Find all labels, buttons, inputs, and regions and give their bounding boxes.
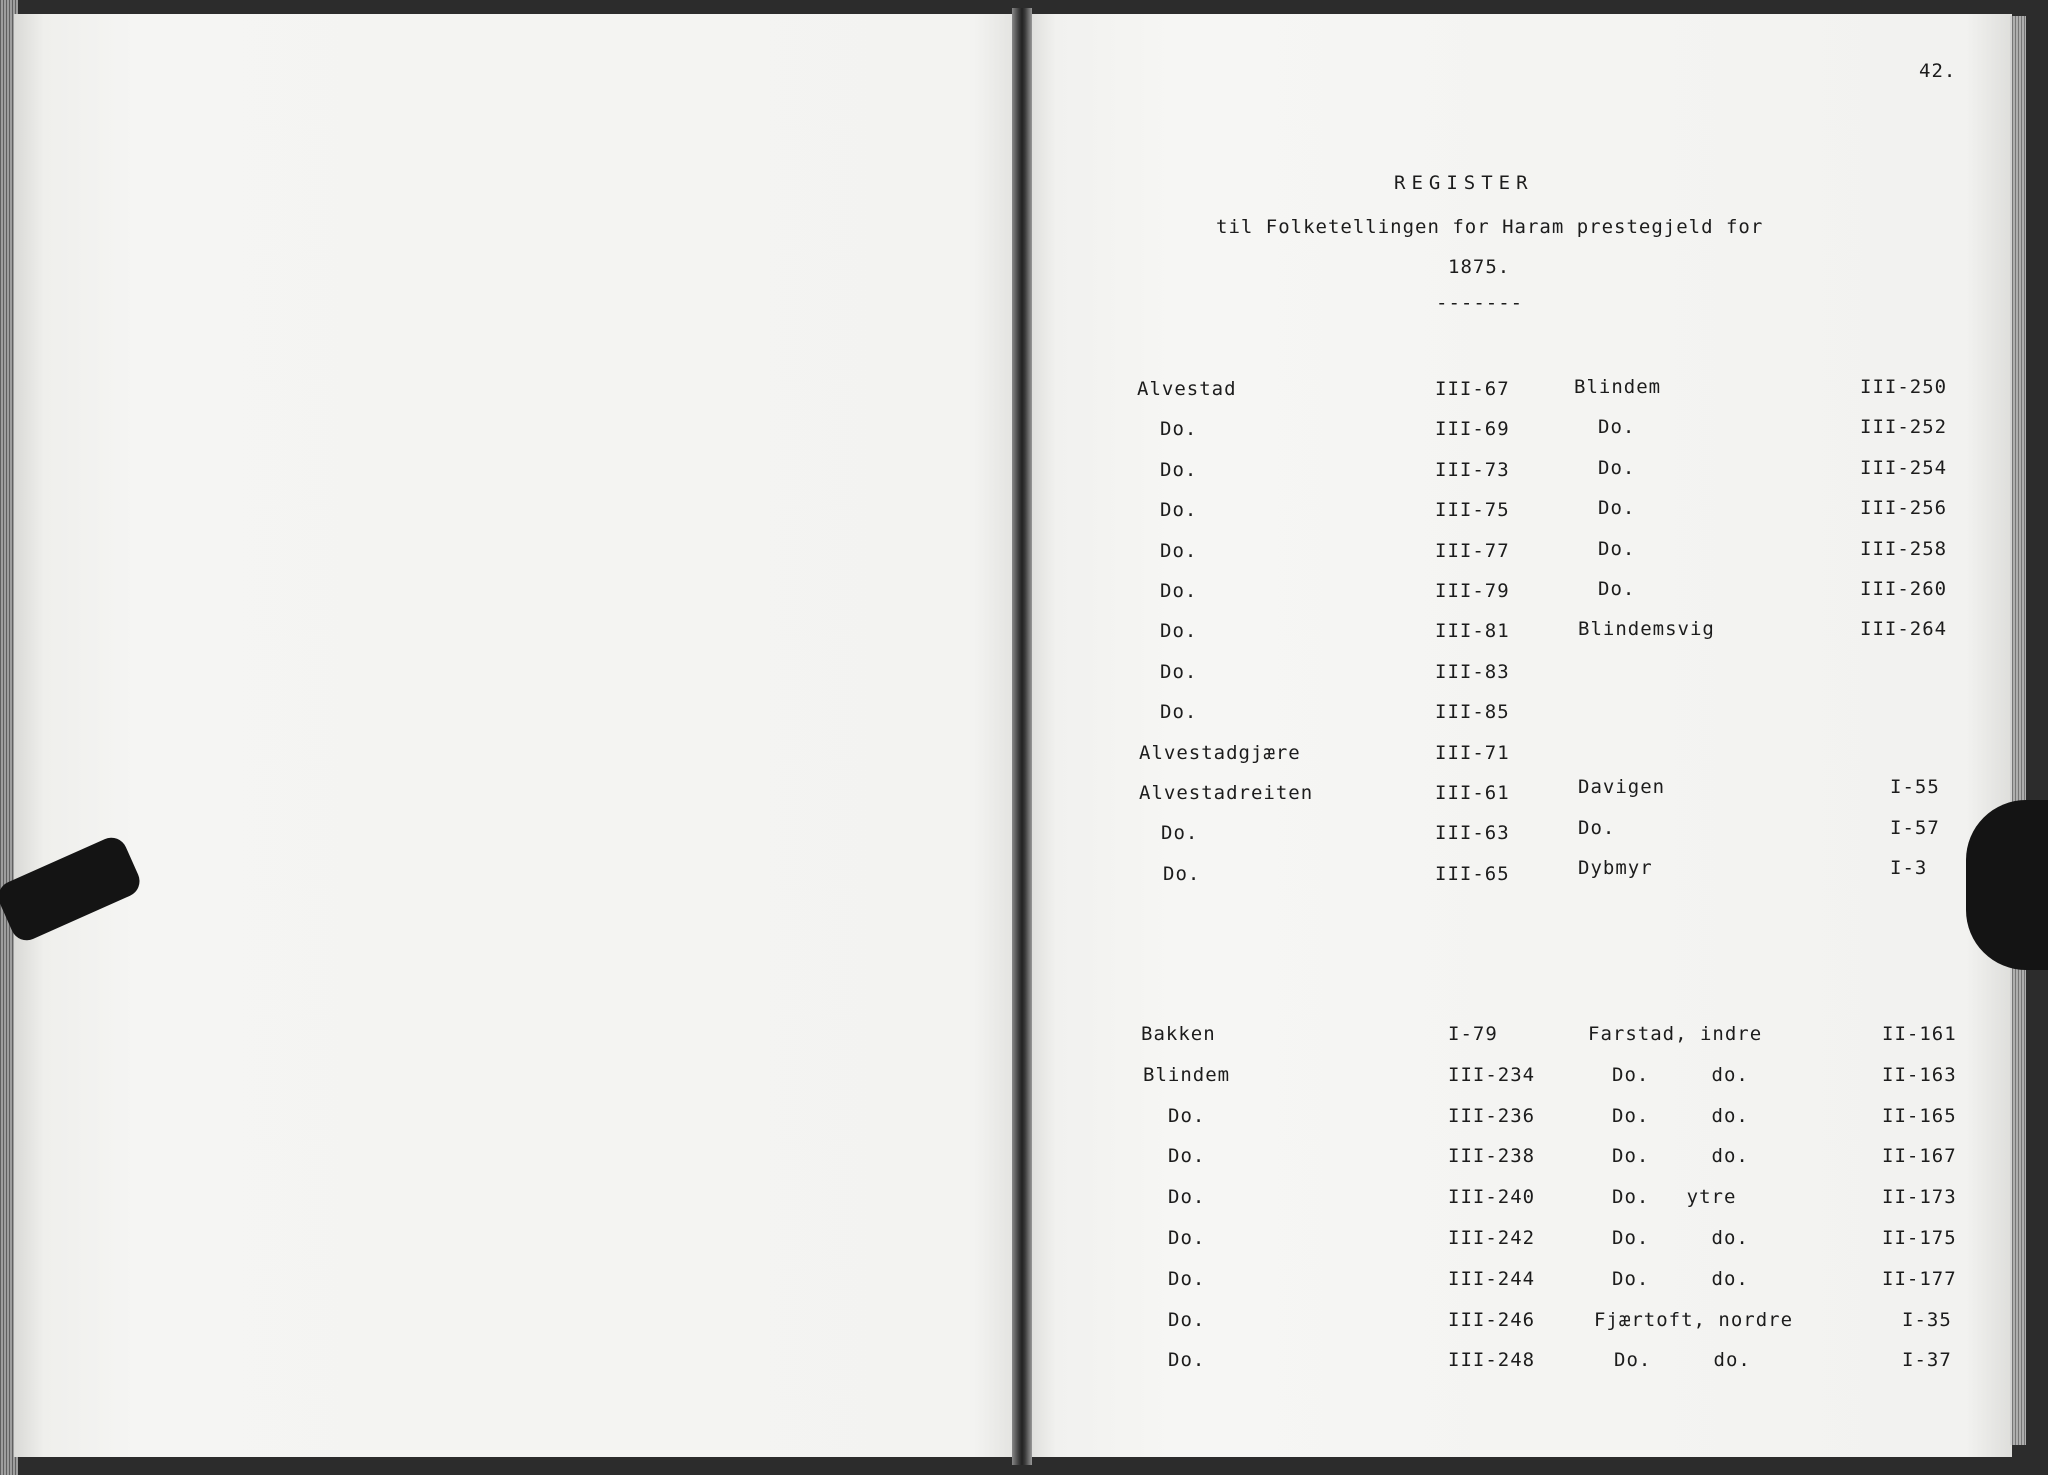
- entry-name: Do.: [1160, 539, 1198, 562]
- entry-reference: III-234: [1448, 1063, 1536, 1086]
- entry-reference: III-79: [1435, 580, 1510, 602]
- entry-reference: II-177: [1882, 1267, 1957, 1290]
- entry-name: Davigen: [1578, 776, 1666, 798]
- register-year: 1875.: [1448, 256, 1511, 278]
- entry-reference: III-61: [1435, 782, 1510, 804]
- entry-reference: III-83: [1435, 660, 1510, 683]
- entry-reference: I-55: [1890, 776, 1940, 798]
- entry-reference: I-57: [1890, 816, 1940, 839]
- entry-name: Do.: [1160, 458, 1198, 481]
- register-title: REGISTER: [1394, 172, 1534, 194]
- entry-reference: II-163: [1882, 1063, 1957, 1086]
- entry-name: Do.: [1160, 620, 1198, 643]
- entry-name: Alvestad: [1137, 378, 1237, 400]
- entry-reference: III-260: [1860, 578, 1948, 600]
- entry-reference: III-85: [1435, 701, 1510, 724]
- entry-name: Do.: [1168, 1186, 1206, 1209]
- entry-reference: II-173: [1882, 1186, 1957, 1209]
- right-page-clip: [1966, 800, 2048, 970]
- entry-reference: III-252: [1860, 416, 1948, 439]
- entry-reference: III-256: [1860, 497, 1948, 520]
- entry-reference: III-248: [1448, 1349, 1536, 1372]
- entry-reference: III-246: [1448, 1308, 1536, 1331]
- entry-reference: III-73: [1435, 458, 1510, 481]
- entry-name: Do. do.: [1612, 1104, 1749, 1127]
- entry-name: Do.: [1160, 418, 1198, 441]
- entry-reference: II-167: [1882, 1145, 1957, 1168]
- entry-name: Do.: [1160, 660, 1198, 683]
- entry-name: Farstad, indre: [1588, 1023, 1763, 1045]
- entry-name: Do.: [1598, 497, 1636, 520]
- page-number: 42.: [1919, 60, 1957, 82]
- entry-name: Alvestadgjære: [1139, 741, 1301, 764]
- entry-reference: III-240: [1448, 1186, 1536, 1209]
- title-rule: -------: [1436, 292, 1524, 314]
- entry-name: Blindemsvig: [1578, 618, 1715, 641]
- entry-reference: I-37: [1902, 1349, 1952, 1372]
- entry-reference: III-258: [1860, 537, 1948, 560]
- entry-name: Do.: [1161, 822, 1199, 845]
- entry-name: Blindem: [1143, 1063, 1231, 1086]
- entry-reference: III-65: [1435, 862, 1510, 885]
- entry-name: Do.: [1168, 1308, 1206, 1331]
- entry-reference: I-35: [1902, 1308, 1952, 1331]
- entry-name: Do.: [1168, 1267, 1206, 1290]
- entry-name: Do.: [1168, 1227, 1206, 1249]
- left-page: [14, 14, 1020, 1457]
- entry-reference: II-175: [1882, 1227, 1957, 1249]
- entry-reference: III-244: [1448, 1267, 1536, 1290]
- entry-reference: III-81: [1435, 620, 1510, 643]
- entry-reference: III-63: [1435, 822, 1510, 845]
- right-page-edge: [2010, 16, 2026, 1445]
- book-gutter: [1012, 8, 1032, 1465]
- entry-name: Do.: [1160, 580, 1198, 602]
- entry-name: Do.: [1578, 816, 1616, 839]
- entry-name: Blindem: [1574, 376, 1662, 398]
- entry-reference: III-250: [1860, 376, 1948, 398]
- entry-name: Do. do.: [1612, 1267, 1749, 1290]
- register-subtitle: til Folketellingen for Haram prestegjeld for: [1216, 216, 1764, 238]
- entry-name: Do.: [1598, 537, 1636, 560]
- entry-name: Dybmyr: [1578, 857, 1653, 879]
- entry-name: Do. do.: [1614, 1349, 1751, 1372]
- entry-name: Fjærtoft, nordre: [1594, 1308, 1794, 1331]
- entry-reference: III-242: [1448, 1227, 1536, 1249]
- entry-name: Do.: [1160, 701, 1198, 724]
- entry-reference: II-165: [1882, 1104, 1957, 1127]
- entry-reference: III-264: [1860, 618, 1948, 641]
- entry-name: Do.: [1598, 578, 1636, 600]
- entry-name: Do.: [1168, 1349, 1206, 1372]
- entry-reference: I-79: [1448, 1023, 1498, 1045]
- entry-name: Do.: [1598, 416, 1636, 439]
- entry-reference: III-77: [1435, 539, 1510, 562]
- entry-reference: I-3: [1890, 857, 1928, 879]
- entry-reference: III-238: [1448, 1145, 1536, 1168]
- entry-name: Do.: [1168, 1145, 1206, 1168]
- entry-name: Do. do.: [1612, 1063, 1749, 1086]
- entry-reference: III-71: [1435, 741, 1510, 764]
- entry-name: Do.: [1163, 862, 1201, 885]
- entry-reference: III-67: [1435, 378, 1510, 400]
- entry-name: Do.: [1598, 456, 1636, 479]
- entry-reference: II-161: [1882, 1023, 1957, 1045]
- entry-name: Do.: [1168, 1104, 1206, 1127]
- entry-name: Do. do.: [1612, 1227, 1749, 1249]
- entry-reference: III-75: [1435, 499, 1510, 522]
- entry-name: Do. ytre: [1612, 1186, 1737, 1209]
- entry-name: Do.: [1160, 499, 1198, 522]
- entry-name: Bakken: [1141, 1023, 1216, 1045]
- entry-name: Alvestadreiten: [1139, 782, 1314, 804]
- entry-reference: III-69: [1435, 418, 1510, 441]
- entry-name: Do. do.: [1612, 1145, 1749, 1168]
- entry-reference: III-254: [1860, 456, 1948, 479]
- entry-reference: III-236: [1448, 1104, 1536, 1127]
